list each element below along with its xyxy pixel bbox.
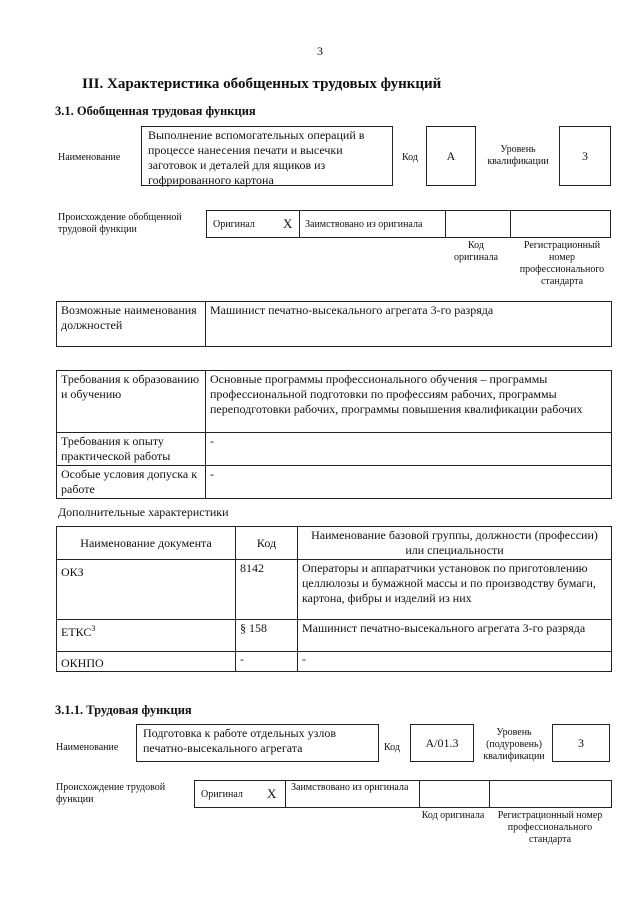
tf-origin-box	[194, 780, 612, 808]
row-doc-sup: 3	[91, 624, 96, 633]
tf-heading: 3.1.1. Трудовая функция	[55, 703, 192, 717]
table-row	[57, 560, 612, 620]
row-doc	[57, 560, 236, 620]
row-code: § 158	[236, 620, 298, 652]
positions-value: Машинист печатно-высекального агрегата 3-го разряда	[206, 302, 612, 347]
gtf-name-label: Наименование	[58, 152, 121, 163]
tf-name-label: Наименование	[56, 742, 119, 753]
req-exp-value: -	[206, 433, 612, 466]
gtf-code-label: Код	[402, 152, 418, 163]
tf-code-original-label: Код оригинала	[421, 810, 485, 821]
special-label: Особые условия допуска к работе	[57, 466, 206, 499]
additional-title: Дополнительные характеристики	[58, 505, 229, 519]
tf-code-box	[410, 724, 474, 762]
tf-code-label: Код	[384, 742, 400, 753]
tf-reg-number-label: Регистрационный номер профессионального стандарта	[497, 810, 603, 845]
tf-level-label: Уровень (подуровень) квалификации	[483, 727, 545, 762]
gtf-level-box	[559, 126, 611, 186]
requirements-table	[56, 370, 612, 499]
gtf-heading: 3.1. Обобщенная трудовая функция	[55, 104, 256, 118]
gtf-code-value: A	[446, 149, 456, 163]
gtf-name-value	[141, 126, 393, 186]
tf-code-value: A/01.3	[425, 736, 459, 750]
tf-original-label: Оригинал	[201, 789, 243, 800]
req-edu-value: Основные программы профессионального обучения – программы профессиональной подготовки по профессиям рабочих, программы переподготовки рабочих, программы повышения квалификации рабочих	[206, 371, 612, 433]
gtf-borrowed-label: Заимствовано из оригинала	[305, 219, 423, 230]
tf-name-text: Подготовка к работе отдельных узлов печатно-высекального агрегата	[143, 726, 336, 755]
tf-origin-label: Происхождение трудовой функции	[56, 782, 166, 805]
gtf-code-original-label: Код оригинала	[453, 240, 499, 263]
row-code: 8142	[236, 560, 298, 620]
row-doc	[57, 652, 236, 672]
row-name: -	[298, 652, 612, 672]
req-exp-label: Требования к опыту практической работы	[57, 433, 206, 466]
tf-level-box	[552, 724, 610, 762]
gtf-original-label: Оригинал	[213, 219, 255, 230]
table-row	[57, 620, 612, 652]
section-title: III. Характеристика обобщенных трудовых функций	[82, 76, 442, 92]
row-doc-text: ОКНПО	[61, 656, 104, 670]
row-doc-text: ЕТКС	[61, 625, 92, 639]
tf-level-value: 3	[578, 736, 584, 750]
special-value: -	[206, 466, 612, 499]
table-row	[57, 652, 612, 672]
gtf-level-label: Уровень квалификации	[487, 144, 549, 167]
tf-original-mark: X	[267, 786, 277, 801]
gtf-code-box	[426, 126, 476, 186]
tf-borrowed-label: Заимствовано из оригинала	[291, 782, 409, 793]
header-name: Наименование базовой группы, должности (профессии) или специальности	[298, 527, 612, 560]
gtf-reg-number-label: Регистрационный номер профессионального стандарта	[519, 240, 605, 287]
header-code: Код	[236, 527, 298, 560]
gtf-original-mark: X	[283, 216, 293, 231]
gtf-level-value: 3	[582, 149, 588, 163]
positions-table	[56, 301, 612, 347]
page-number: 3	[317, 44, 323, 58]
row-name: Операторы и аппаратчики установок по приготовлению целлюлозы и бумажной массы и по производству бумаги, картона, фибры и изделий из них	[298, 560, 612, 620]
row-code: -	[236, 652, 298, 672]
additional-table	[56, 526, 612, 672]
row-name: Машинист печатно-высекального агрегата 3-го разряда	[298, 620, 612, 652]
row-doc	[57, 620, 236, 652]
row-doc-text: ОКЗ	[61, 565, 84, 579]
header-doc: Наименование документа	[57, 527, 236, 560]
positions-label: Возможные наименования должностей	[57, 302, 206, 347]
gtf-origin-box	[206, 210, 611, 238]
req-edu-label: Требования к образованию и обучению	[57, 371, 206, 433]
gtf-name-text: Выполнение вспомогательных операций в процессе нанесения печати и высечки заготовок и деталей для ящиков из гофрированного картона	[148, 128, 365, 187]
tf-name-value	[136, 724, 379, 762]
gtf-origin-label: Происхождение обобщенной трудовой функции	[58, 212, 182, 235]
